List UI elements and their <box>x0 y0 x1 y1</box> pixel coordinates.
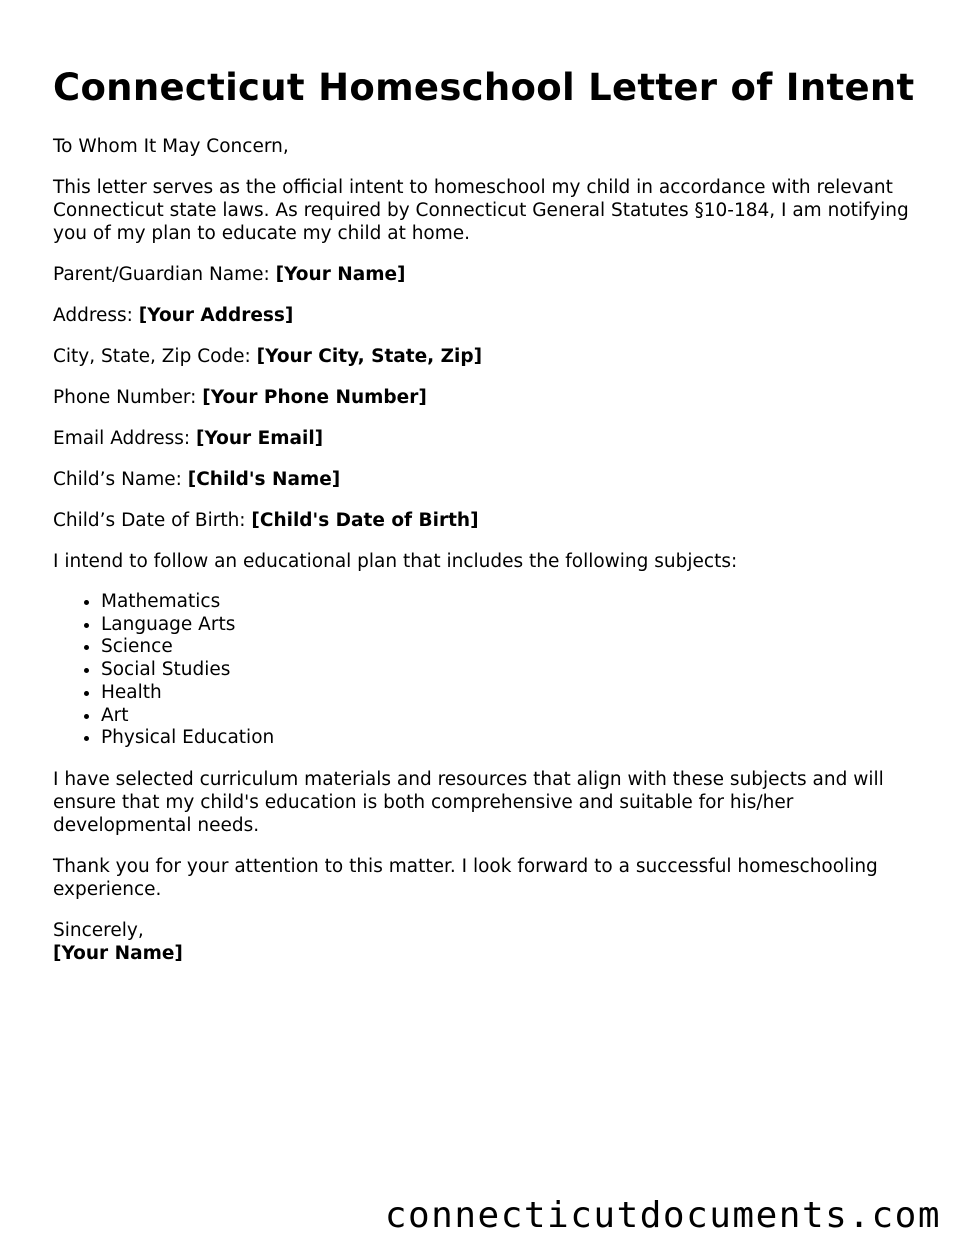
curriculum-paragraph: I have selected curriculum materials and resources that align with these subjects and will ensure that my child's education is both comprehensive and suitable for his/her developmental needs. <box>53 768 884 836</box>
closing: Sincerely, <box>53 919 144 941</box>
list-item: • Mathematics <box>101 591 933 614</box>
signature-name: [Your Name] <box>53 942 183 964</box>
salutation: To Whom It May Concern, <box>53 136 289 157</box>
list-item: • Health <box>101 682 933 705</box>
field-label: Address: <box>53 305 139 326</box>
signature-block <box>53 919 933 965</box>
list-item: • Social Studies <box>101 659 933 682</box>
list-item: • Physical Education <box>101 727 933 750</box>
letter-page <box>53 66 933 965</box>
field-label: Child’s Date of Birth: <box>53 510 252 531</box>
field-value: [Your Phone Number] <box>202 387 427 408</box>
field-value: [Child's Date of Birth] <box>251 510 479 531</box>
field-value: [Your Email] <box>196 428 324 449</box>
watermark: connecticutdocuments.com <box>384 1195 941 1236</box>
field-city-state-zip <box>53 345 933 368</box>
subjects-list <box>53 591 933 750</box>
field-parent-name <box>53 263 933 286</box>
field-label: Phone Number: <box>53 387 203 408</box>
field-label: Parent/Guardian Name: <box>53 264 276 285</box>
field-value: [Child's Name] <box>187 469 341 490</box>
field-value: [Your Name] <box>275 264 406 285</box>
thanks-paragraph: Thank you for your attention to this matter. I look forward to a successful homeschooling experience. <box>53 855 878 900</box>
list-item: • Art <box>101 705 933 728</box>
field-phone <box>53 386 933 409</box>
intro-paragraph: This letter serves as the official intent to homeschool my child in accordance with relevant Connecticut state laws. As required by Connecticut General Statutes §10-184, I am notifying you of my plan to educate my child at home. <box>53 177 909 244</box>
document-title: Connecticut Homeschool Letter of Intent <box>53 66 915 109</box>
field-address <box>53 304 933 327</box>
list-item: • Science <box>101 636 933 659</box>
list-item: • Language Arts <box>101 614 933 637</box>
plan-intro: I intend to follow an educational plan that includes the following subjects: <box>53 551 738 572</box>
field-email <box>53 427 933 450</box>
field-label: Child’s Name: <box>53 469 188 490</box>
field-child-name <box>53 468 933 491</box>
field-child-dob <box>53 509 933 532</box>
field-value: [Your City, State, Zip] <box>256 346 483 367</box>
field-value: [Your Address] <box>138 305 294 326</box>
signature <box>53 942 933 965</box>
field-label: Email Address: <box>53 428 196 449</box>
field-label: City, State, Zip Code: <box>53 346 257 367</box>
